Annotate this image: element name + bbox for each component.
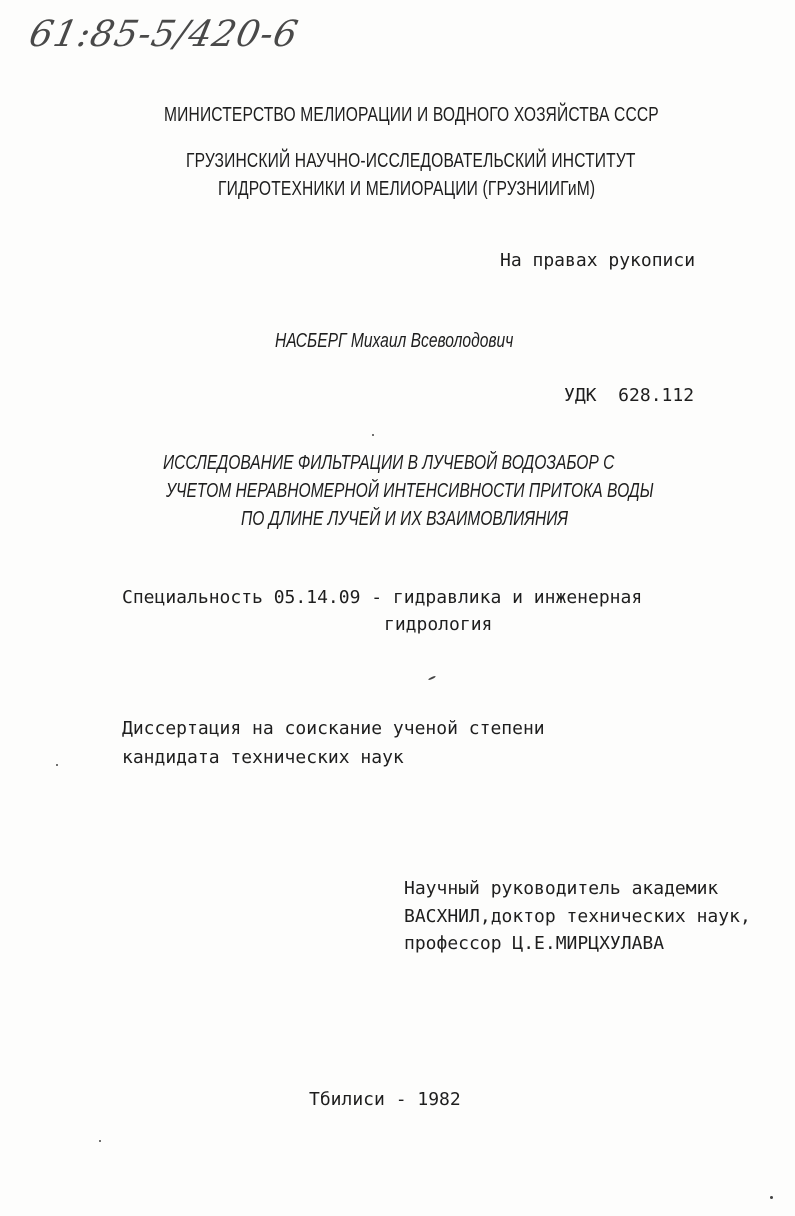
scan-speck <box>99 1140 101 1142</box>
udc-code: УДК 628.112 <box>564 385 695 406</box>
rights-notice: На правах рукописи <box>500 250 696 271</box>
institute-line-1: ГРУЗИНСКИЙ НАУЧНО-ИССЛЕДОВАТЕЛЬСКИЙ ИНСТИТУТ <box>186 150 636 172</box>
supervisor-line-1: Научный руководитель академик <box>404 878 719 899</box>
ministry-heading: МИНИСТЕРСТВО МЕЛИОРАЦИИ И ВОДНОГО ХОЗЯЙСТВА СССР <box>164 104 659 126</box>
title-line-2: УЧЕТОМ НЕРАВНОМЕРНОЙ ИНТЕНСИВНОСТИ ПРИТОКА ВОДЫ <box>166 480 654 502</box>
title-line-3: ПО ДЛИНЕ ЛУЧЕЙ И ИХ ВЗАИМОВЛИЯНИЯ <box>241 508 569 530</box>
supervisor-line-2: ВАСХНИЛ,доктор технических наук, <box>404 906 751 927</box>
scan-speck <box>56 764 58 766</box>
title-line-1: ИССЛЕДОВАНИЕ ФИЛЬТРАЦИИ В ЛУЧЕВОЙ ВОДОЗАБОР С <box>163 452 615 474</box>
scan-speck <box>428 675 436 680</box>
scan-speck <box>770 1196 773 1199</box>
dissertation-line-1: Диссертация на соискание ученой степени <box>122 718 545 739</box>
scan-speck <box>372 434 374 436</box>
author-name: НАСБЕРГ Михаил Всеволодович <box>275 330 514 352</box>
place-and-year: Тбилиси - 1982 <box>309 1089 461 1110</box>
archive-handwritten-mark: 61:85-5/420-6 <box>25 14 303 55</box>
institute-line-2: ГИДРОТЕХНИКИ И МЕЛИОРАЦИИ (ГРУЗНИИГиМ) <box>218 178 596 200</box>
specialty-line-2: гидрология <box>384 614 493 635</box>
dissertation-line-2: кандидата технических наук <box>122 747 404 768</box>
specialty-line-1: Специальность 05.14.09 - гидравлика и инженерная <box>122 587 643 608</box>
supervisor-line-3: профессор Ц.Е.МИРЦХУЛАВА <box>404 933 665 954</box>
